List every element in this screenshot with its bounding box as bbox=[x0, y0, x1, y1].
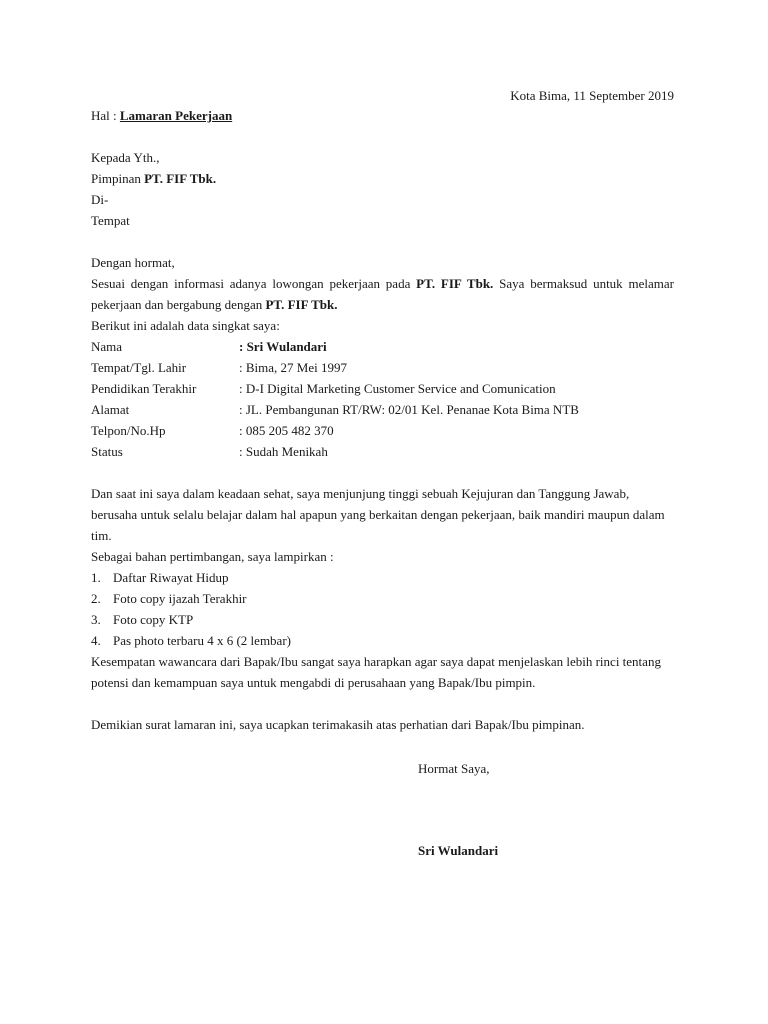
list-text: Daftar Riwayat Hidup bbox=[113, 570, 229, 585]
list-text: Pas photo terbaru 4 x 6 (2 lembar) bbox=[113, 633, 291, 648]
data-label: Status bbox=[91, 444, 123, 459]
subject-line bbox=[91, 108, 232, 124]
sign-off: Hormat Saya, bbox=[418, 761, 490, 776]
list-number: 1. bbox=[91, 570, 101, 585]
data-value: : Bima, 27 Mei 1997 bbox=[239, 360, 347, 375]
list-text: Foto copy KTP bbox=[113, 612, 194, 627]
recipient-line-2 bbox=[91, 171, 216, 187]
data-label: Telpon/No.Hp bbox=[91, 423, 166, 438]
place-date: Kota Bima, 11 September 2019 bbox=[510, 88, 674, 103]
health-line-2: berusaha untuk selalu belajar dalam hal apapun yang berkaitan dengan pekerjaan, baik mandiri maupun dalam bbox=[91, 507, 665, 522]
data-label: Tempat/Tgl. Lahir bbox=[91, 360, 187, 375]
data-row-status bbox=[91, 444, 328, 460]
data-value: : D-I Digital Marketing Customer Service and Comunication bbox=[239, 381, 556, 396]
intro-line-2 bbox=[91, 297, 337, 313]
recipient-line-3: Di- bbox=[91, 192, 109, 207]
recipient-line-4: Tempat bbox=[91, 213, 130, 228]
data-row-birth bbox=[91, 360, 347, 376]
closing-paragraph: Demikian surat lamaran ini, saya ucapkan terimakasih atas perhatian dari Bapak/Ibu pimpinan. bbox=[91, 717, 585, 732]
interview-line-1: Kesempatan wawancara dari Bapak/Ibu sangat saya harapkan agar saya dapat menjelaskan lebih rinci tentang bbox=[91, 654, 661, 669]
intro-text-1: Sesuai dengan informasi adanya lowongan pekerjaan pada bbox=[91, 276, 417, 291]
list-item bbox=[91, 612, 193, 628]
intro-line-1 bbox=[91, 276, 674, 292]
signature-name: Sri Wulandari bbox=[418, 843, 499, 858]
list-number: 2. bbox=[91, 591, 101, 606]
interview-line-2: potensi dan kemampuan saya untuk mengabdi di perusahaan yang Bapak/Ibu pimpin. bbox=[91, 675, 536, 690]
intro-text-3: pekerjaan dan bergabung dengan bbox=[91, 297, 266, 312]
data-intro: Berikut ini adalah data singkat saya: bbox=[91, 318, 280, 333]
data-row-nama bbox=[91, 339, 327, 355]
list-number: 4. bbox=[91, 633, 101, 648]
list-text: Foto copy ijazah Terakhir bbox=[113, 591, 247, 606]
recipient-prefix: Pimpinan bbox=[91, 171, 145, 186]
recipient-line-1: Kepada Yth., bbox=[91, 150, 160, 165]
intro-text-2: Saya bermaksud untuk melamar bbox=[493, 276, 674, 291]
intro-company-1: PT. FIF Tbk. bbox=[416, 276, 494, 291]
data-row-address bbox=[91, 402, 579, 418]
data-row-education bbox=[91, 381, 556, 397]
data-value: : 085 205 482 370 bbox=[239, 423, 334, 438]
data-value: : Sudah Menikah bbox=[239, 444, 328, 459]
health-line-3: tim. bbox=[91, 528, 112, 543]
health-line-1: Dan saat ini saya dalam keadaan sehat, saya menjunjung tinggi sebuah Kejujuran dan Tanggung Jawab, bbox=[91, 486, 630, 501]
recipient-company: PT. FIF Tbk. bbox=[144, 171, 217, 186]
data-label: Alamat bbox=[91, 402, 130, 417]
data-label: Pendidikan Terakhir bbox=[91, 381, 197, 396]
list-number: 3. bbox=[91, 612, 101, 627]
list-item bbox=[91, 633, 291, 649]
data-label: Nama bbox=[91, 339, 123, 354]
data-value: : JL. Pembangunan RT/RW: 02/01 Kel. Penanae Kota Bima NTB bbox=[239, 402, 579, 417]
intro-company-2: PT. FIF Tbk. bbox=[265, 297, 338, 312]
list-item bbox=[91, 591, 247, 607]
list-item bbox=[91, 570, 229, 586]
greeting: Dengan hormat, bbox=[91, 255, 175, 270]
attach-intro: Sebagai bahan pertimbangan, saya lampirkan : bbox=[91, 549, 334, 564]
subject-text: Lamaran Pekerjaan bbox=[119, 108, 233, 123]
data-value: : Sri Wulandari bbox=[239, 339, 327, 354]
subject-label: Hal : bbox=[91, 108, 120, 123]
data-row-phone bbox=[91, 423, 334, 439]
